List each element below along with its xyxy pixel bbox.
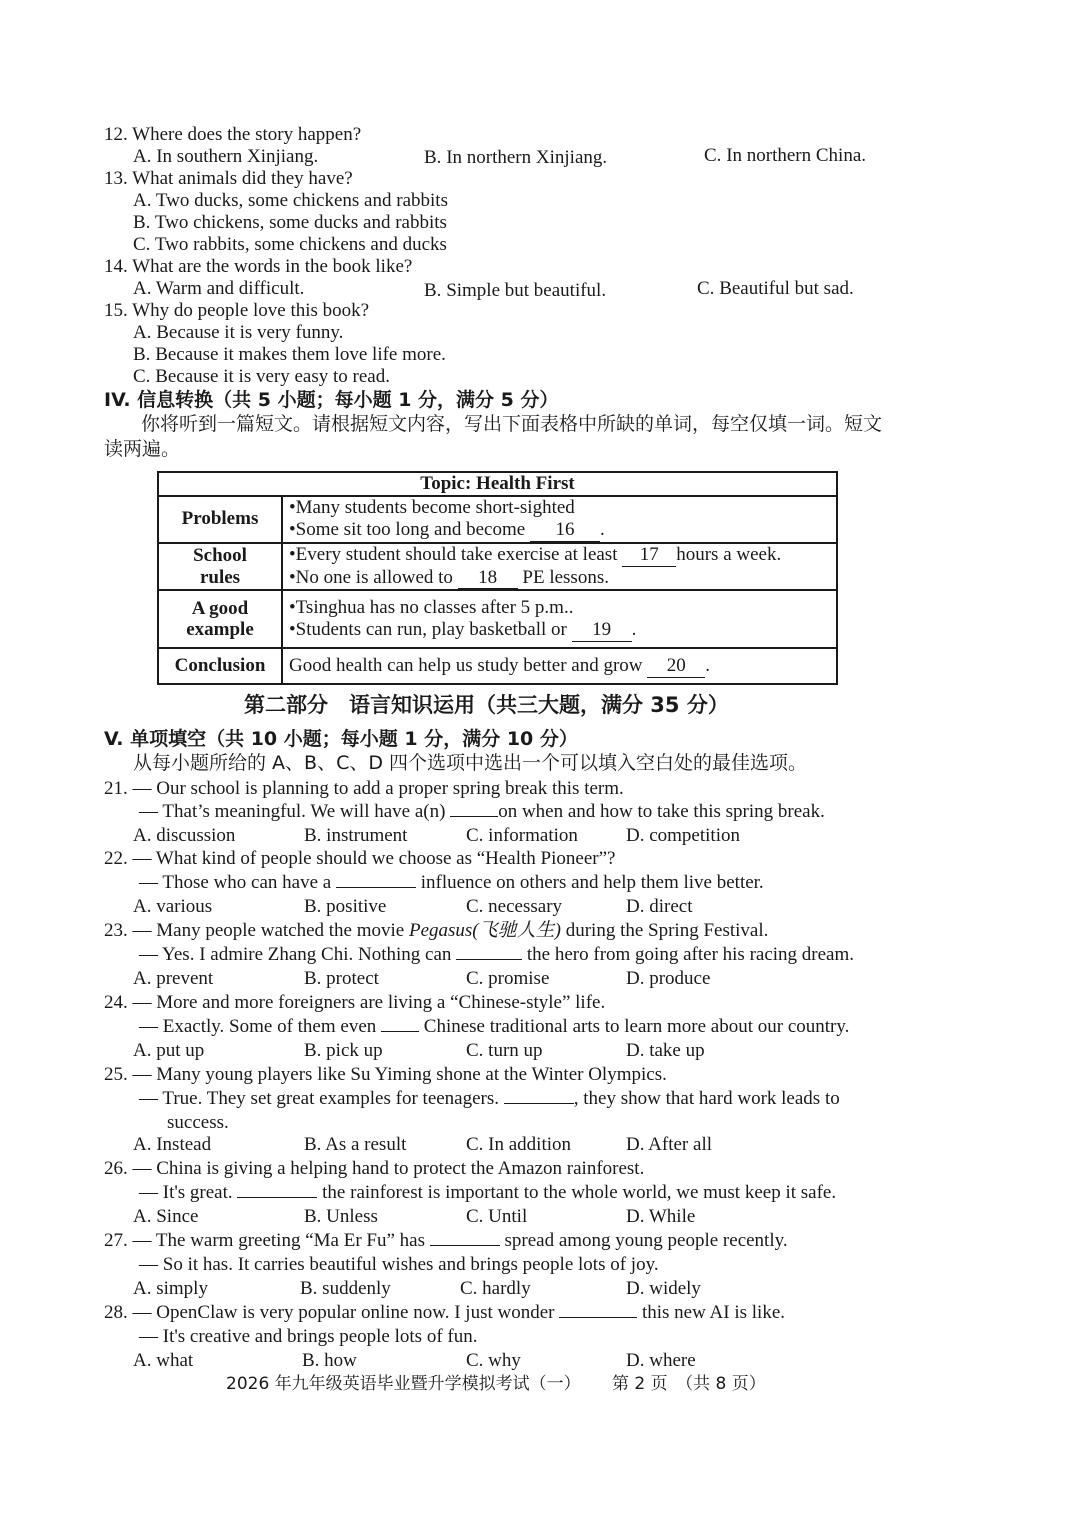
row-label-problems: Problems (158, 496, 282, 543)
q24-option-b: B. pick up (304, 1040, 383, 1061)
q25-option-d: D. After all (626, 1134, 713, 1155)
good-example-line2: •Students can run, play basketball or 19 . (289, 618, 637, 640)
q25-line1: 25. — Many young players like Su Yiming shone at the Winter Olympics. (104, 1064, 667, 1085)
q27-blank[interactable] (430, 1245, 500, 1246)
q24-line1: 24. — More and more foreigners are living a “Chinese-style” life. (104, 992, 606, 1013)
q27-option-c: C. hardly (460, 1278, 531, 1299)
q22-option-a: A. various (133, 896, 213, 917)
q12-stem: 12. Where does the story happen? (104, 124, 362, 145)
q25-blank[interactable] (504, 1103, 574, 1104)
q21-option-b: B. instrument (304, 825, 408, 846)
footer-exam-title: 2026 年九年级英语毕业暨升学模拟考试（一） (226, 1374, 581, 1394)
row-label-school-rules: School rules (158, 543, 282, 591)
blank-18[interactable]: 18 (458, 567, 518, 590)
q14-stem: 14. What are the words in the book like? (104, 256, 413, 277)
q21-line1: 21. — Our school is planning to add a proper spring break this term. (104, 778, 624, 799)
q26-option-a: A. Since (133, 1206, 199, 1227)
q28-option-b: B. how (302, 1350, 357, 1371)
row-label-good-example: A good example (158, 590, 282, 648)
q24-blank[interactable] (381, 1031, 419, 1032)
blank-16[interactable]: 16 (530, 519, 600, 542)
q26-option-c: C. Until (466, 1206, 528, 1227)
q12-option-a: A. In southern Xinjiang. (133, 146, 319, 167)
blank-20[interactable]: 20 (647, 655, 705, 678)
table-row-school-rules (158, 543, 837, 591)
q26-option-b: B. Unless (304, 1206, 378, 1227)
good-example-line1: •Tsinghua has no classes after 5 p.m.. (289, 597, 574, 619)
q28-blank[interactable] (559, 1317, 637, 1318)
q23-blank[interactable] (456, 959, 522, 960)
q26-line2: — It's great. the rainforest is important to the whole world, we must keep it safe. (139, 1182, 837, 1203)
footer-page-number: 第 2 页 （共 8 页） (612, 1374, 766, 1394)
q14-option-b: B. Simple but beautiful. (424, 280, 607, 301)
q15-option-c: C. Because it is very easy to read. (133, 366, 390, 387)
q23-option-d: D. produce (626, 968, 711, 989)
q24-option-a: A. put up (133, 1040, 205, 1061)
q23-option-c: C. promise (466, 968, 550, 989)
q23-option-b: B. protect (304, 968, 379, 989)
q24-option-c: C. turn up (466, 1040, 543, 1061)
row-content-school-rules (282, 543, 837, 591)
part2-title: 第二部分 语言知识运用（共三大题，满分 35 分） (244, 693, 729, 717)
q28-line2: — It's creative and brings people lots of fun. (139, 1326, 478, 1347)
q21-line2: — That’s meaningful. We will have a(n) on when and how to take this spring break. (139, 801, 825, 822)
q27-option-a: A. simply (133, 1278, 208, 1299)
health-first-table (157, 471, 838, 685)
q27-line1: 27. — The warm greeting “Ma Er Fu” has spread among young people recently. (104, 1230, 788, 1251)
table-row-conclusion (158, 648, 837, 684)
q23-option-a: A. prevent (133, 968, 214, 989)
q21-option-a: A. discussion (133, 825, 236, 846)
q14-option-a: A. Warm and difficult. (133, 278, 305, 299)
q26-blank[interactable] (237, 1197, 317, 1198)
table-row-good-example (158, 590, 837, 648)
q24-line2: — Exactly. Some of them even Chinese traditional arts to learn more about our country. (139, 1016, 850, 1037)
q23-line2: — Yes. I admire Zhang Chi. Nothing can the hero from going after his racing dream. (139, 944, 855, 965)
q28-option-d: D. where (626, 1350, 696, 1371)
q25-option-b: B. As a result (304, 1134, 407, 1155)
q28-option-a: A. what (133, 1350, 194, 1371)
section-iv-heading: IV. 信息转换（共 5 小题；每小题 1 分，满分 5 分） (104, 389, 559, 411)
q27-option-d: D. widely (626, 1278, 701, 1299)
q24-option-d: D. take up (626, 1040, 705, 1061)
q22-option-c: C. necessary (466, 896, 563, 917)
q12-option-c: C. In northern China. (704, 145, 867, 166)
school-rules-line1: •Every student should take exercise at least 17 hours a week. (289, 543, 782, 565)
q22-blank[interactable] (336, 887, 416, 888)
q21-option-d: D. competition (626, 825, 740, 846)
section-v-instruction: 从每小题所给的 A、B、C、D 四个选项中选出一个可以填入空白处的最佳选项。 (133, 752, 808, 774)
q25-option-a: A. Instead (133, 1134, 212, 1155)
q22-line1: 22. — What kind of people should we choose as “Health Pioneer”? (104, 848, 616, 869)
q25-option-c: C. In addition (466, 1134, 572, 1155)
q25-line2: — True. They set great examples for teenagers. , they show that hard work leads to (139, 1088, 840, 1109)
q22-option-d: D. direct (626, 896, 693, 917)
q27-option-b: B. suddenly (300, 1278, 391, 1299)
q12-option-b: B. In northern Xinjiang. (424, 147, 608, 168)
row-content-problems (282, 496, 837, 543)
q28-option-c: C. why (466, 1350, 521, 1371)
blank-17[interactable]: 17 (622, 544, 676, 567)
q15-option-a: A. Because it is very funny. (133, 322, 344, 343)
q26-option-d: D. While (626, 1206, 696, 1227)
q25-line3: success. (167, 1112, 229, 1133)
q22-option-b: B. positive (304, 896, 387, 917)
table-title: Topic: Health First (158, 472, 837, 496)
section-iv-instruction-line2: 读两遍。 (104, 438, 181, 460)
problems-line1: •Many students become short-sighted (289, 497, 575, 518)
table-row-problems (158, 496, 837, 543)
section-iv-instruction-line1: 你将听到一篇短文。请根据短文内容，写出下面表格中所缺的单词，每空仅填一词。短文 (141, 413, 883, 435)
q15-option-b: B. Because it makes them love life more. (133, 344, 446, 365)
q26-line1: 26. — China is giving a helping hand to protect the Amazon rainforest. (104, 1158, 645, 1179)
blank-19[interactable]: 19 (572, 619, 632, 642)
q21-blank[interactable] (450, 816, 498, 817)
section-v-heading: V. 单项填空（共 10 小题；每小题 1 分，满分 10 分） (104, 728, 578, 750)
q15-stem: 15. Why do people love this book? (104, 300, 370, 321)
q13-option-b: B. Two chickens, some ducks and rabbits (133, 212, 447, 233)
row-label-conclusion: Conclusion (158, 648, 282, 684)
row-content-good-example (282, 590, 837, 648)
q13-stem: 13. What animals did they have? (104, 168, 353, 189)
q27-line2: — So it has. It carries beautiful wishes and brings people lots of joy. (139, 1254, 659, 1275)
q13-option-a: A. Two ducks, some chickens and rabbits (133, 190, 448, 211)
q28-line1: 28. — OpenClaw is very popular online now. I just wonder this new AI is like. (104, 1302, 786, 1323)
q22-line2: — Those who can have a influence on others and help them live better. (139, 872, 764, 893)
row-content-conclusion: Good health can help us study better and grow 20 . (282, 648, 837, 684)
school-rules-line2: •No one is allowed to 18 PE lessons. (289, 566, 609, 588)
q23-line1: 23. — Many people watched the movie Pegasus(飞驰人生) during the Spring Festival. (104, 920, 769, 941)
q13-option-c: C. Two rabbits, some chickens and ducks (133, 234, 447, 255)
q14-option-c: C. Beautiful but sad. (697, 278, 854, 299)
problems-line2: •Some sit too long and become 16 . (289, 518, 605, 540)
q21-option-c: C. information (466, 825, 578, 846)
